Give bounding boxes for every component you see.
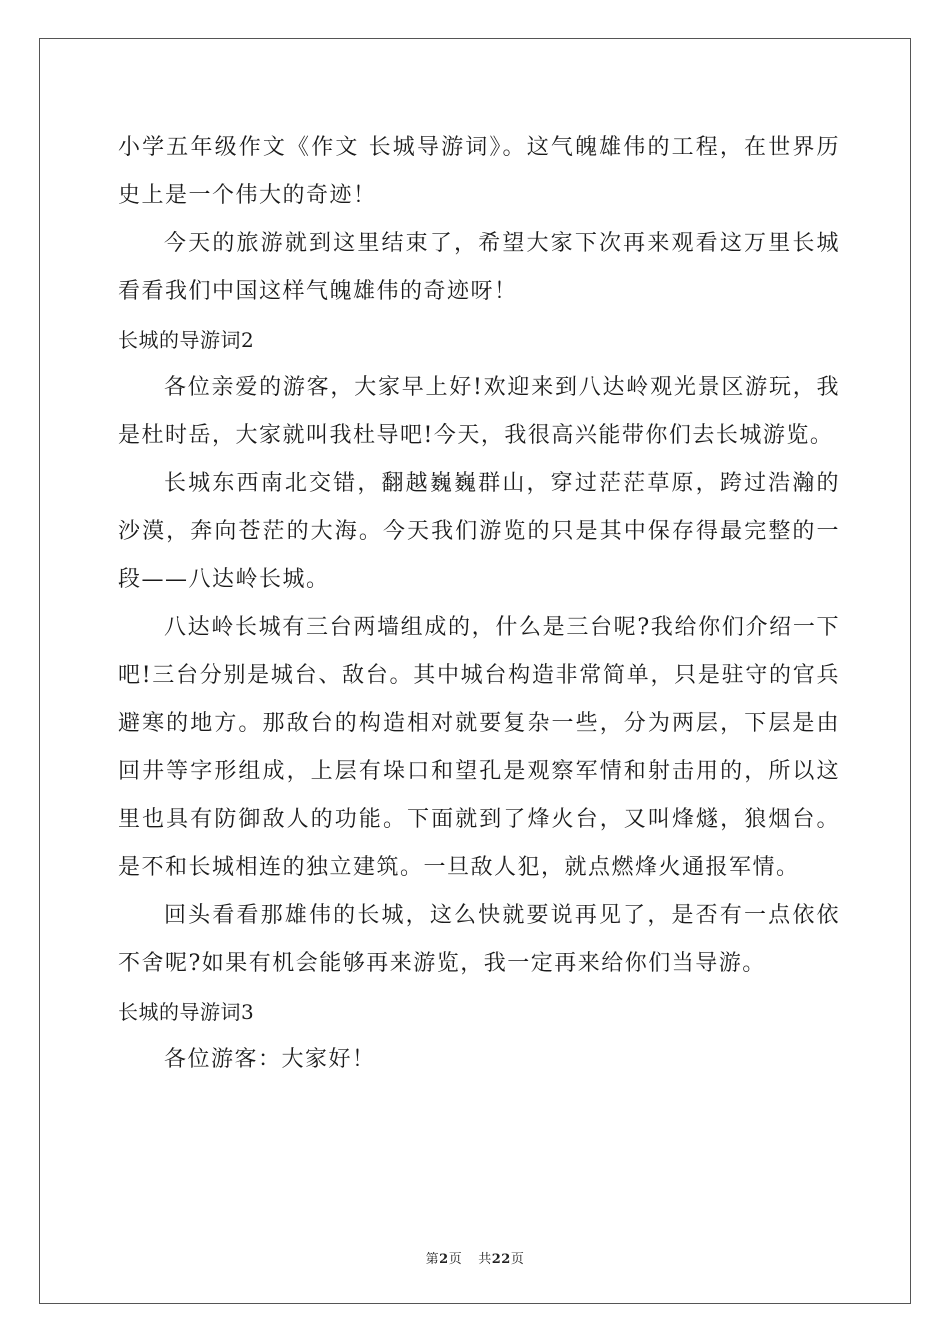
page-number: 2: [439, 1252, 449, 1267]
page-prefix: 第: [425, 1252, 440, 1267]
document-body: [118, 124, 840, 1084]
paragraph: 今天的旅游就到这里结束了，希望大家下次再来观看这万里长城看看我们中国这样气魄雄伟的奇迹呀！: [118, 231, 840, 304]
total-pages: 22: [491, 1252, 511, 1267]
paragraph: 回头看看那雄伟的长城，这么快就要说再见了，是否有一点依依不舍呢?如果有机会能够再来游览，我一定再来给你们当导游。: [118, 903, 840, 976]
total-prefix: 共: [478, 1252, 492, 1267]
section-heading: 长城的导游词3: [118, 1000, 255, 1024]
paragraph: 各位游客：大家好！: [164, 1047, 376, 1072]
paragraph: 各位亲爱的游客，大家早上好!欢迎来到八达岭观光景区游玩，我是杜时岳，大家就叫我杜导吧!今天，我很高兴能带你们去长城游览。: [118, 375, 840, 448]
total-suffix: 页: [510, 1252, 525, 1267]
page-footer: [0, 1248, 950, 1267]
page-suffix: 页: [448, 1252, 463, 1267]
paragraph: 小学五年级作文《作文 长城导游词》。这气魄雄伟的工程，在世界历史上是一个伟大的奇迹！: [118, 135, 840, 208]
paragraph: 八达岭长城有三台两墙组成的，什么是三台呢?我给你们介绍一下吧!三台分别是城台、敌台。其中城台构造非常简单，只是驻守的官兵避寒的地方。那敌台的构造相对就要复杂一些，分为两层，下层是由回井等字形组成，上层有垛口和望孔是观察军情和射击用的，所以这里也具有防御敌人的功能。下面就到了烽火台，又叫烽燧，狼烟台。是不和长城相连的独立建筑。一旦敌人犯，就点燃烽火通报军情。: [118, 615, 840, 880]
paragraph: 长城东西南北交错，翻越巍巍群山，穿过茫茫草原，跨过浩瀚的沙漠，奔向苍茫的大海。今天我们游览的只是其中保存得最完整的一段——八达岭长城。: [118, 471, 840, 592]
section-heading: 长城的导游词2: [118, 328, 255, 352]
